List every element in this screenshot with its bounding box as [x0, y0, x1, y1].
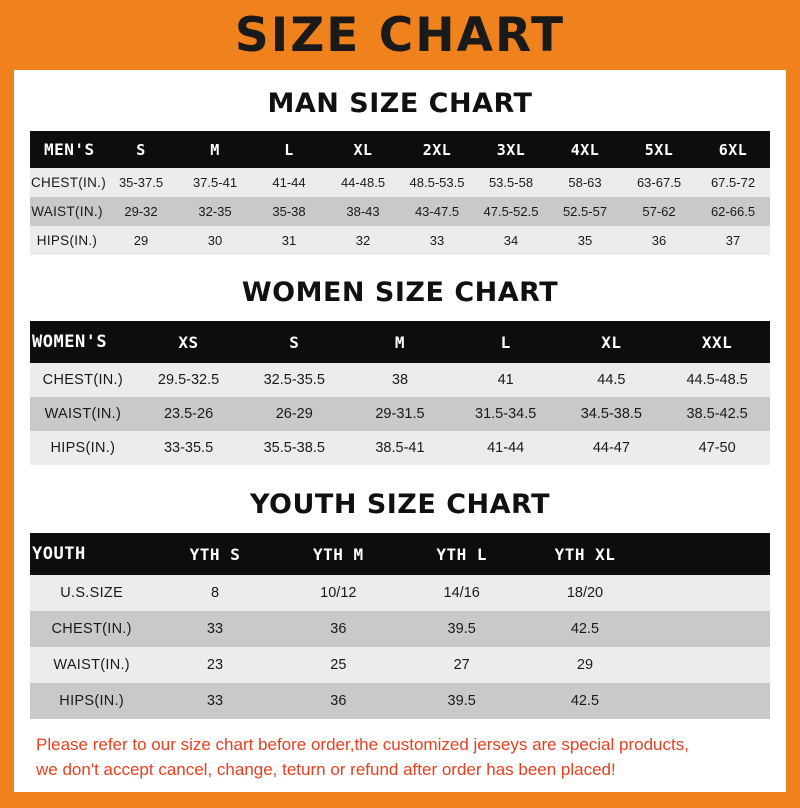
table-cell: 23.5-26 [136, 397, 242, 431]
table-header-cell: XL [559, 321, 665, 363]
table-cell: 31 [252, 226, 326, 255]
table-row [30, 647, 770, 683]
footer-line-2: we don't accept cancel, change, teturn or refund after order has been placed! [36, 759, 616, 779]
table-header-cell: S [241, 321, 347, 363]
table-cell: 36 [277, 683, 400, 719]
table-cell: 43-47.5 [400, 197, 474, 226]
table-header-cell: XS [136, 321, 242, 363]
table-header-row [30, 533, 770, 575]
row-label: U.S.SIZE [30, 575, 153, 611]
table-cell: 36 [277, 611, 400, 647]
table-header-cell: YTH S [153, 533, 276, 575]
footer-line-1: Please refer to our size chart before order,the customized jerseys are special products, [36, 735, 689, 754]
table-header-cell: L [252, 131, 326, 168]
table-cell: 38.5-42.5 [664, 397, 770, 431]
table-cell: 52.5-57 [548, 197, 622, 226]
man-size-table [30, 131, 770, 255]
table-header-cell: YTH L [400, 533, 523, 575]
table-cell: 42.5 [523, 683, 646, 719]
table-cell: 29.5-32.5 [136, 363, 242, 397]
table-header-cell: 2XL [400, 131, 474, 168]
table-cell: 38.5-41 [347, 431, 453, 465]
table-cell: 25 [277, 647, 400, 683]
table-cell: 48.5-53.5 [400, 168, 474, 197]
table-header-cell: 6XL [696, 131, 770, 168]
table-row [30, 197, 770, 226]
table-cell [647, 647, 770, 683]
table-cell: 41-44 [252, 168, 326, 197]
table-header-cell: L [453, 321, 559, 363]
table-header-cell: WOMEN'S [30, 321, 136, 363]
table-cell: 67.5-72 [696, 168, 770, 197]
table-row [30, 683, 770, 719]
page-title: SIZE CHART [234, 7, 566, 63]
table-header-cell: YOUTH [30, 533, 153, 575]
table-row [30, 168, 770, 197]
row-label: CHEST(IN.) [30, 611, 153, 647]
page-header [0, 0, 800, 70]
row-label: WAIST(IN.) [30, 647, 153, 683]
table-cell: 33 [153, 683, 276, 719]
table-cell: 37 [696, 226, 770, 255]
table-cell: 35-38 [252, 197, 326, 226]
table-header-cell: 3XL [474, 131, 548, 168]
table-cell: 42.5 [523, 611, 646, 647]
table-cell: 27 [400, 647, 523, 683]
table-header-cell: M [347, 321, 453, 363]
table-cell [647, 575, 770, 611]
youth-size-table [30, 533, 770, 719]
row-label: HIPS(IN.) [30, 226, 104, 255]
table-cell [647, 611, 770, 647]
table-header-cell: M [178, 131, 252, 168]
table-cell: 41 [453, 363, 559, 397]
row-label: HIPS(IN.) [30, 431, 136, 465]
man-section-title: MAN SIZE CHART [267, 88, 533, 119]
table-cell: 34 [474, 226, 548, 255]
table-cell: 39.5 [400, 683, 523, 719]
table-cell: 32-35 [178, 197, 252, 226]
table-cell: 32.5-35.5 [241, 363, 347, 397]
table-cell: 29 [104, 226, 178, 255]
table-cell: 31.5-34.5 [453, 397, 559, 431]
table-cell: 63-67.5 [622, 168, 696, 197]
youth-section-title: YOUTH SIZE CHART [249, 489, 551, 520]
table-cell: 57-62 [622, 197, 696, 226]
table-cell: 44-47 [559, 431, 665, 465]
table-cell: 33 [153, 611, 276, 647]
table-cell: 37.5-41 [178, 168, 252, 197]
content-area [14, 70, 786, 792]
table-row [30, 575, 770, 611]
table-cell: 35-37.5 [104, 168, 178, 197]
table-row [30, 363, 770, 397]
table-cell: 39.5 [400, 611, 523, 647]
table-cell: 33-35.5 [136, 431, 242, 465]
table-cell: 33 [400, 226, 474, 255]
row-label: HIPS(IN.) [30, 683, 153, 719]
table-header-cell: YTH XL [523, 533, 646, 575]
table-cell: 35.5-38.5 [241, 431, 347, 465]
table-cell: 41-44 [453, 431, 559, 465]
table-cell: 23 [153, 647, 276, 683]
table-header-cell: XXL [664, 321, 770, 363]
table-cell: 32 [326, 226, 400, 255]
table-cell: 8 [153, 575, 276, 611]
table-cell: 38 [347, 363, 453, 397]
table-row [30, 397, 770, 431]
table-cell: 29-31.5 [347, 397, 453, 431]
row-label: CHEST(IN.) [30, 168, 104, 197]
table-header-cell [647, 533, 770, 575]
row-label: CHEST(IN.) [30, 363, 136, 397]
table-header-cell: YTH M [277, 533, 400, 575]
table-cell: 44-48.5 [326, 168, 400, 197]
table-cell: 44.5 [559, 363, 665, 397]
table-cell: 14/16 [400, 575, 523, 611]
table-cell: 29 [523, 647, 646, 683]
table-cell: 30 [178, 226, 252, 255]
table-header-row [30, 321, 770, 363]
row-label: WAIST(IN.) [30, 197, 104, 226]
table-cell: 10/12 [277, 575, 400, 611]
women-size-table [30, 321, 770, 465]
table-cell: 35 [548, 226, 622, 255]
table-cell: 44.5-48.5 [664, 363, 770, 397]
row-label: WAIST(IN.) [30, 397, 136, 431]
table-cell: 53.5-58 [474, 168, 548, 197]
table-cell [647, 683, 770, 719]
table-row [30, 226, 770, 255]
table-row [30, 431, 770, 465]
table-cell: 18/20 [523, 575, 646, 611]
table-cell: 47.5-52.5 [474, 197, 548, 226]
table-cell: 26-29 [241, 397, 347, 431]
table-cell: 36 [622, 226, 696, 255]
bottom-accent-strip [0, 792, 800, 808]
table-header-cell: 5XL [622, 131, 696, 168]
table-header-cell: S [104, 131, 178, 168]
table-cell: 29-32 [104, 197, 178, 226]
table-cell: 58-63 [548, 168, 622, 197]
table-header-cell: 4XL [548, 131, 622, 168]
table-header-cell: XL [326, 131, 400, 168]
table-header-row [30, 131, 770, 168]
table-row [30, 611, 770, 647]
table-cell: 34.5-38.5 [559, 397, 665, 431]
table-cell: 38-43 [326, 197, 400, 226]
footer-disclaimer [30, 719, 770, 792]
women-section-title: WOMEN SIZE CHART [241, 277, 559, 308]
table-cell: 62-66.5 [696, 197, 770, 226]
table-cell: 47-50 [664, 431, 770, 465]
table-header-cell: MEN'S [30, 131, 104, 168]
